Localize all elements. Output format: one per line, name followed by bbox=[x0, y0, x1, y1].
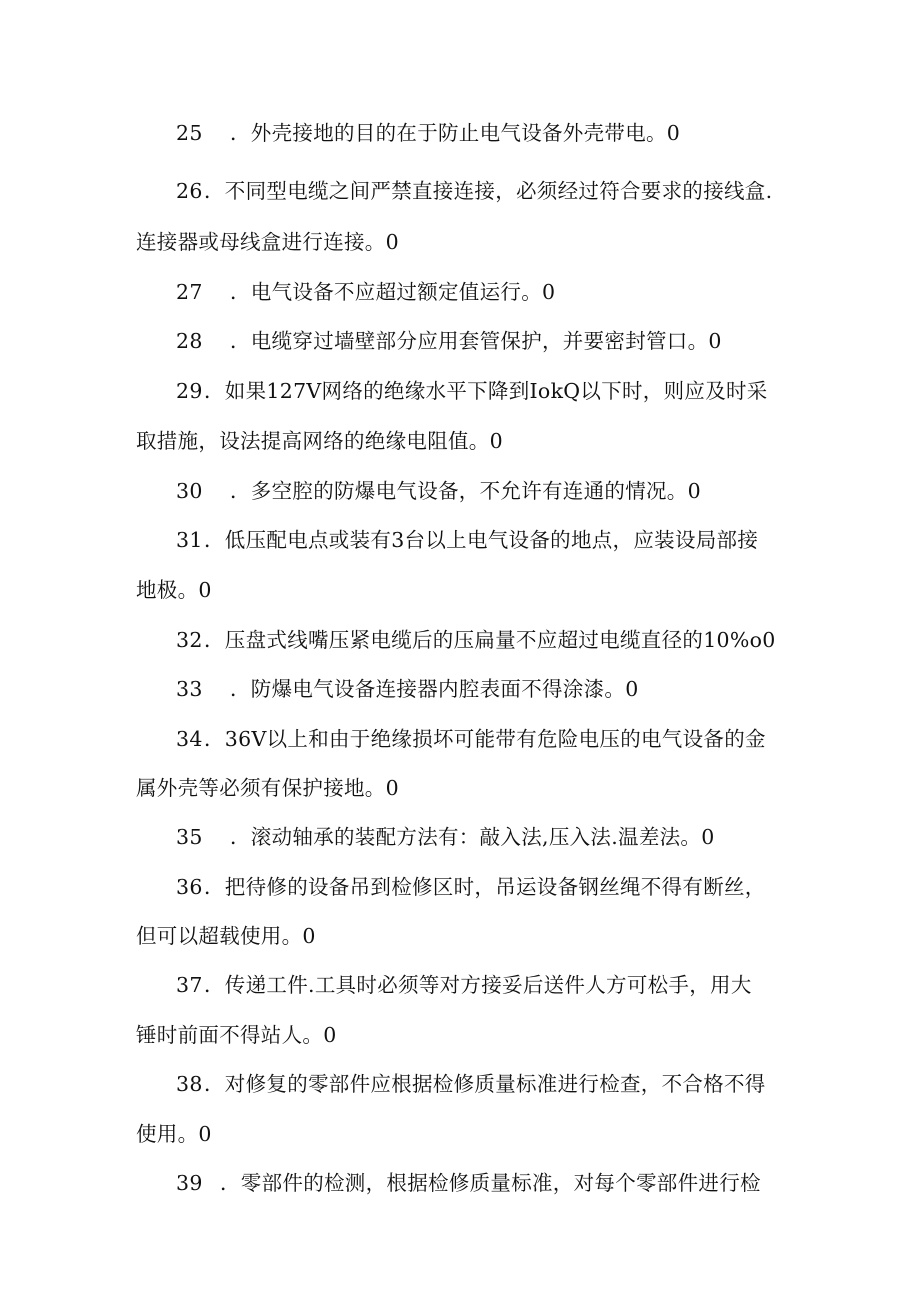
item-text: ．防爆电气设备连接器内腔表面不得涂漆。0 bbox=[230, 677, 639, 701]
item-number: 29 bbox=[176, 379, 203, 403]
item-36 bbox=[176, 874, 766, 900]
item-26 bbox=[176, 178, 772, 204]
item-text: ．电气设备不应超过额定值运行。0 bbox=[230, 280, 556, 304]
item-text: ．如果127V网络的绝缘水平下降到IokQ以下时，则应及时采 bbox=[204, 379, 768, 403]
item-number: 25 bbox=[176, 121, 203, 145]
item-number: 38 bbox=[176, 1072, 203, 1096]
item-text: ．36V以上和由于绝缘损坏可能带有危险电压的电气设备的金 bbox=[204, 727, 766, 751]
item-31-continuation: 地极。0 bbox=[136, 578, 212, 602]
item-number: 36 bbox=[176, 875, 203, 899]
item-number: 35 bbox=[176, 825, 203, 849]
item-text: ．不同型电缆之间严禁直接连接，必须经过符合要求的接线盒. bbox=[204, 179, 773, 203]
item-37-continuation: 锤时前面不得站人。0 bbox=[136, 1023, 337, 1047]
item-33 bbox=[176, 676, 639, 702]
item-29 bbox=[176, 378, 768, 404]
item-text: ．传递工件.工具时必须等对方接妥后送件人方可松手，用大 bbox=[204, 973, 752, 997]
item-text: ．对修复的零部件应根据检修质量标准进行检查，不合格不得 bbox=[204, 1072, 766, 1096]
item-text: ．低压配电点或装有3台以上电气设备的地点，应装设局部接 bbox=[204, 528, 759, 552]
item-34 bbox=[176, 726, 766, 752]
item-37 bbox=[176, 972, 752, 998]
item-38-continuation: 使用。0 bbox=[136, 1122, 212, 1146]
item-31 bbox=[176, 527, 758, 553]
item-text: ．压盘式线嘴压紧电缆后的压扁量不应超过电缆直径的10%o0 bbox=[204, 628, 776, 652]
item-number: 33 bbox=[176, 677, 203, 701]
item-39 bbox=[176, 1170, 761, 1196]
item-text: ．外壳接地的目的在于防止电气设备外壳带电。0 bbox=[230, 121, 681, 145]
item-number: 27 bbox=[176, 280, 203, 304]
item-number: 28 bbox=[176, 329, 203, 353]
item-25 bbox=[176, 120, 680, 146]
item-28 bbox=[176, 328, 722, 354]
item-29-continuation: 取措施，设法提高网络的绝缘电阻值。0 bbox=[136, 429, 503, 453]
item-number: 30 bbox=[176, 479, 203, 503]
item-text: ．多空腔的防爆电气设备，不允许有连通的情况。0 bbox=[230, 479, 701, 503]
item-27 bbox=[176, 279, 555, 305]
item-30 bbox=[176, 478, 701, 504]
item-26-continuation: 连接器或母线盒进行连接。0 bbox=[136, 230, 399, 254]
item-32 bbox=[176, 627, 776, 653]
item-number: 31 bbox=[176, 528, 203, 552]
item-35 bbox=[176, 824, 715, 850]
item-text: ．零部件的检测，根据检修质量标准，对每个零部件进行检 bbox=[220, 1171, 761, 1195]
item-text: ．滚动轴承的装配方法有：敲入法,压入法.温差法。0 bbox=[230, 825, 715, 849]
item-34-continuation: 属外壳等必须有保护接地。0 bbox=[136, 776, 399, 800]
item-number: 26 bbox=[176, 179, 203, 203]
item-38 bbox=[176, 1071, 766, 1097]
item-number: 37 bbox=[176, 973, 203, 997]
item-number: 39 bbox=[176, 1171, 203, 1195]
item-text: ．把待修的设备吊到检修区时，吊运设备钢丝绳不得有断丝， bbox=[204, 875, 766, 899]
item-36-continuation: 但可以超载使用。0 bbox=[136, 924, 316, 948]
item-number: 34 bbox=[176, 727, 203, 751]
item-text: ．电缆穿过墙壁部分应用套管保护，并要密封管口。0 bbox=[230, 329, 722, 353]
item-number: 32 bbox=[176, 628, 203, 652]
